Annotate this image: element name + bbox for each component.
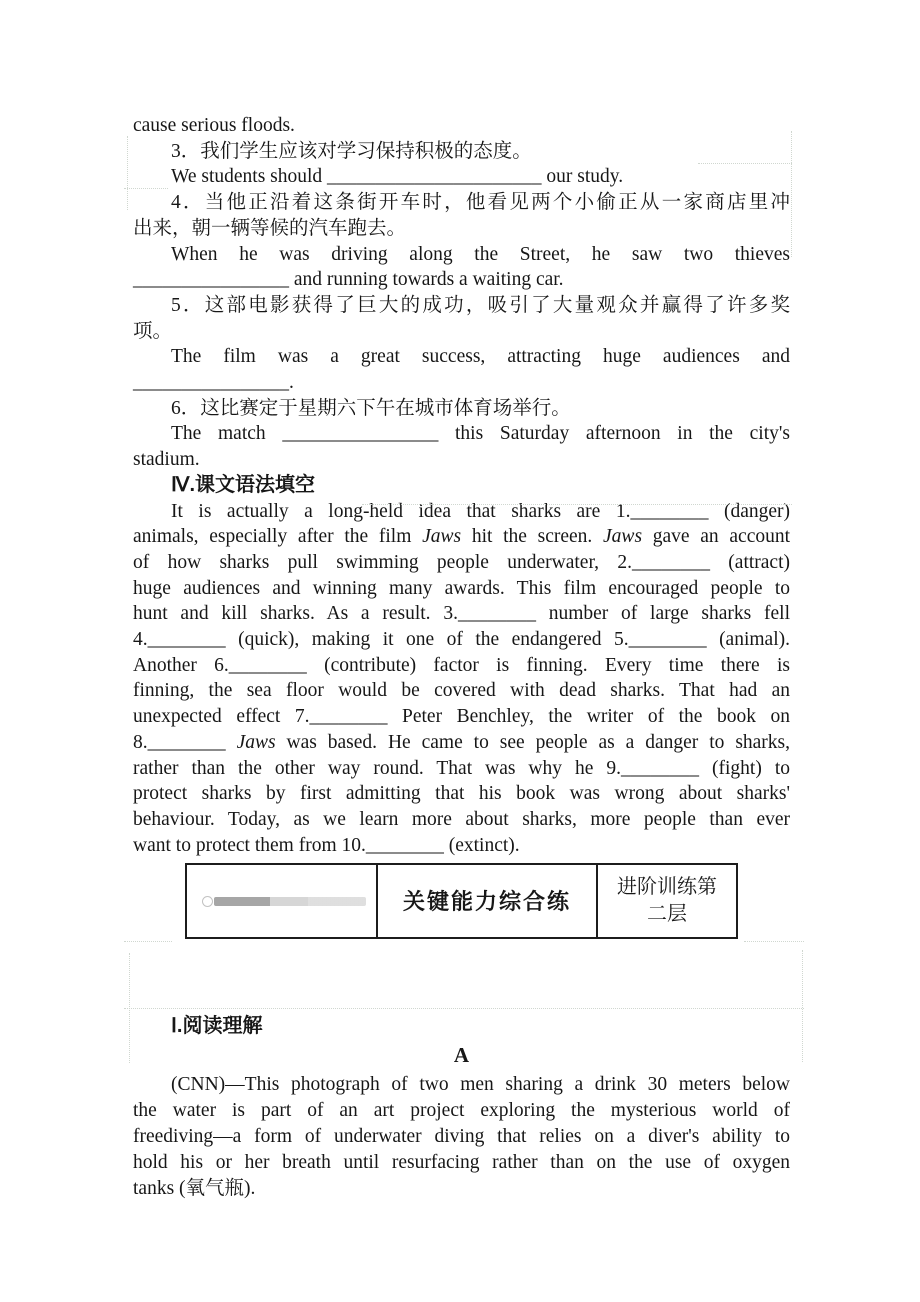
grammar-line-6: 4.________ (quick), making it one of the endangered 5.________ (animal).	[133, 629, 790, 651]
item5-english-line2: ________________.	[133, 372, 294, 394]
grammar-line-8: finning, the sea floor would be covered with dead sharks. That had an	[133, 680, 790, 702]
grammar-line-14: want to protect them from 10.________ (extinct).	[133, 834, 520, 856]
book-title-italic: Jaws	[603, 526, 643, 548]
faded-logo-smudge	[214, 897, 366, 906]
grammar-line-5: hunt and kill sharks. As a result. 3.________ number of large sharks fell	[133, 603, 790, 625]
grammar-text: was based. He came to see people as a danger to sharks,	[286, 731, 791, 753]
item4-english-line2: ________________ and running towards a waiting car.	[133, 269, 564, 291]
grammar-line-4: huge audiences and winning many awards. This film encouraged people to	[133, 577, 790, 599]
banner-title: 关键能力综合练	[402, 888, 571, 914]
scan-artifact-right-rule	[802, 950, 803, 1062]
item6-chinese: 6．这比赛定于星期六下午在城市体育场举行。	[171, 397, 571, 419]
grammar-line-1: It is actually a long-held idea that sharks are 1.________ (danger)	[171, 500, 790, 522]
item4-chinese-line2: 出来，朝一辆等候的汽车跑去。	[133, 217, 407, 239]
reading-line-4: hold his or her breath until resurfacing rather than on the use of oxygen	[133, 1152, 790, 1174]
banner-cell-title	[378, 865, 598, 937]
grammar-line-13: behaviour. Today, as we learn more about sharks, more people than ever	[133, 808, 790, 830]
grammar-line-9: unexpected effect 7.________ Peter Benchley, the writer of the book on	[133, 706, 790, 728]
reading-line-5: tanks (氧气瓶).	[133, 1178, 256, 1200]
item5-chinese-line2: 项。	[133, 320, 173, 342]
grammar-text: gave an account	[652, 526, 791, 548]
grammar-line-2	[133, 524, 790, 550]
grammar-text: animals, especially after the film	[133, 526, 412, 548]
reading-passage	[133, 1072, 790, 1202]
reading-line-1: (CNN)—This photograph of two men sharing a drink 30 meters below	[171, 1074, 790, 1096]
grammar-line-11: rather than the other way round. That was why he 9.________ (fight) to	[133, 757, 790, 779]
grammar-line-7: Another 6.________ (contribute) factor is finning. Every time there is	[133, 654, 790, 676]
faded-logo-mark	[202, 896, 213, 907]
grammar-line-10	[133, 730, 790, 756]
reading-line-3: freediving—a form of underwater diving that relies on a diver's ability to	[133, 1126, 790, 1148]
banner-level-line1: 进阶训练第	[617, 876, 717, 899]
scan-artifact-left-rule	[129, 953, 130, 1063]
book-title-italic: Jaws	[236, 731, 276, 753]
grammar-line-3: of how sharks pull swimming people underwater, 2.________ (attract)	[133, 551, 790, 573]
item6-english-line1: The match ________________ this Saturday afternoon in the city's	[171, 423, 790, 445]
scan-artifact-right-rule	[791, 131, 792, 257]
item6-english-line2: stadium.	[133, 449, 200, 471]
passage-label: A	[453, 1043, 470, 1068]
item5-chinese-line1: 5．这部电影获得了巨大的成功，吸引了大量观众并赢得了许多奖	[171, 294, 790, 316]
grammar-text: hit the screen.	[471, 526, 593, 548]
section-heading-grammar: Ⅳ.课文语法填空	[171, 473, 316, 496]
reading-line-2: the water is part of an art project exploring the mysterious world of	[133, 1100, 790, 1122]
scan-artifact-left-rule	[127, 136, 128, 210]
item3-english-blank: We students should ______________________ our study.	[171, 166, 624, 188]
item5-english-line1: The film was a great success, attracting huge audiences and	[171, 346, 790, 368]
item4-english-line1: When he was driving along the Street, he saw two thieves	[171, 243, 790, 265]
banner-cell-level	[598, 865, 736, 937]
grammar-line-12: protect sharks by first admitting that his book was wrong about sharks'	[133, 783, 790, 805]
sentence-tail: cause serious floods.	[133, 115, 295, 136]
banner-cell-logo	[187, 865, 378, 937]
worksheet-content	[133, 113, 790, 1202]
section-banner-table	[185, 863, 738, 939]
section-heading-reading: Ⅰ.阅读理解	[171, 1015, 263, 1038]
item4-chinese-line1: 4．当他正沿着这条街开车时，他看见两个小偷正从一家商店里冲	[171, 192, 790, 214]
book-title-italic: Jaws	[422, 526, 462, 548]
grammar-text: 8.________	[133, 731, 226, 753]
banner-level-line2: 二层	[647, 903, 687, 926]
item3-chinese: 3．我们学生应该对学习保持积极的态度。	[171, 140, 532, 162]
